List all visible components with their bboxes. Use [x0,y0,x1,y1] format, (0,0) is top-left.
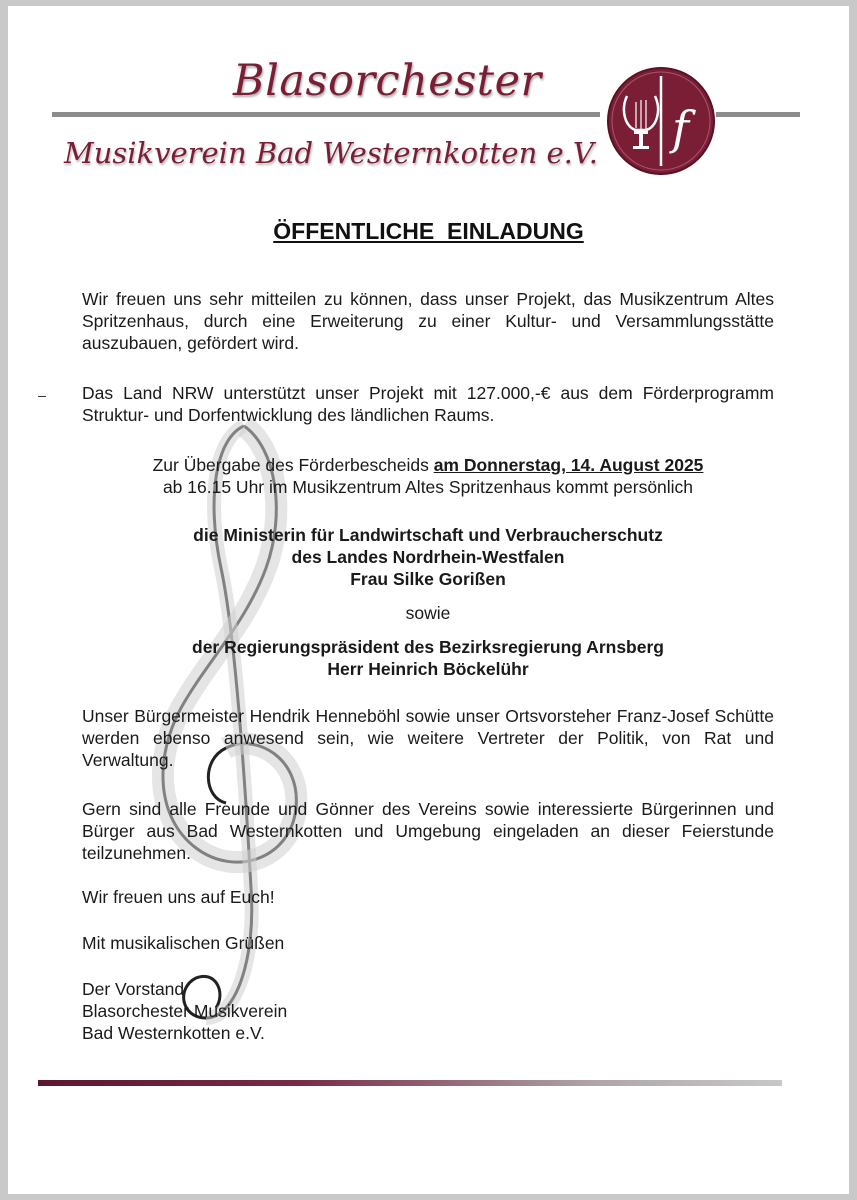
margin-mark [38,396,46,397]
signature-orchestra: Blasorchester Musikverein [82,1001,288,1021]
paragraph-handover [82,454,774,498]
paragraph-attendees: Unser Bürgermeister Hendrik Henneböhl sowie unser Ortsvorsteher Franz-Josef Schütte werden ebenso anwesend sein, wie weitere Vertreter der Politik, von Rat und Verwaltung. [82,706,774,770]
header-rule-left [52,112,600,117]
guest-president-name: Herr Heinrich Böckelühr [327,659,529,679]
signature-block [82,978,774,1044]
paragraph-invitation: Gern sind alle Freunde und Gönner des Vereins sowie interessierte Bürgerinnen und Bürger aus Bad Westernkotten und Umgebung eingeladen an dieser Feierstunde teilzunehmen. [82,799,774,863]
handover-date: am Donnerstag, 14. August 2025 [433,455,704,475]
svg-text:f: f [672,101,690,155]
lyre-and-f-logo-icon [606,66,716,176]
header-rule-right [716,112,800,117]
guest-minister-state: des Landes Nordrhein-Westfalen [291,547,565,567]
handover-time-place: ab 16.15 Uhr im Musikzentrum Altes Spritzenhaus kommt persönlich [162,477,694,497]
guest-president-title: der Regierungspräsident des Bezirksregierung Arnsberg [192,637,664,657]
association-name: Musikverein Bad Westernkotten e.V. [64,136,598,170]
paragraph-funding: Das Land NRW unterstützt unser Projekt mit 127.000,-€ aus dem Förderprogramm Struktur- und Dorfentwicklung des ländlichen Raums. [82,383,774,425]
paragraph-closing: Wir freuen uns auf Euch! [82,887,275,907]
guest-president [82,636,774,680]
sowie-text: sowie [405,603,451,623]
footer-rule [38,1080,782,1086]
handover-intro: Zur Übergabe des Förderbescheids [152,455,434,475]
guest-minister-name: Frau Silke Gorißen [350,569,506,589]
greeting: Mit musikalischen Grüßen [82,933,285,953]
signature-board: Der Vorstand [82,979,185,999]
invitation-heading: ÖFFENTLICHE EINLADUNG [273,218,584,244]
document-page [8,6,849,1194]
signature-place: Bad Westernkotten e.V. [82,1023,265,1043]
guest-minister [82,524,774,590]
paragraph-project: Wir freuen uns sehr mitteilen zu können, dass unser Projekt, das Musikzentrum Altes Spritzenhaus, durch eine Erweiterung zu einer Kultur- und Versammlungsstätte auszubauen, gefördert wird. [82,289,774,353]
orchestra-title: Blasorchester [233,56,542,106]
guest-minister-title: die Ministerin für Landwirtschaft und Verbraucherschutz [193,525,663,545]
